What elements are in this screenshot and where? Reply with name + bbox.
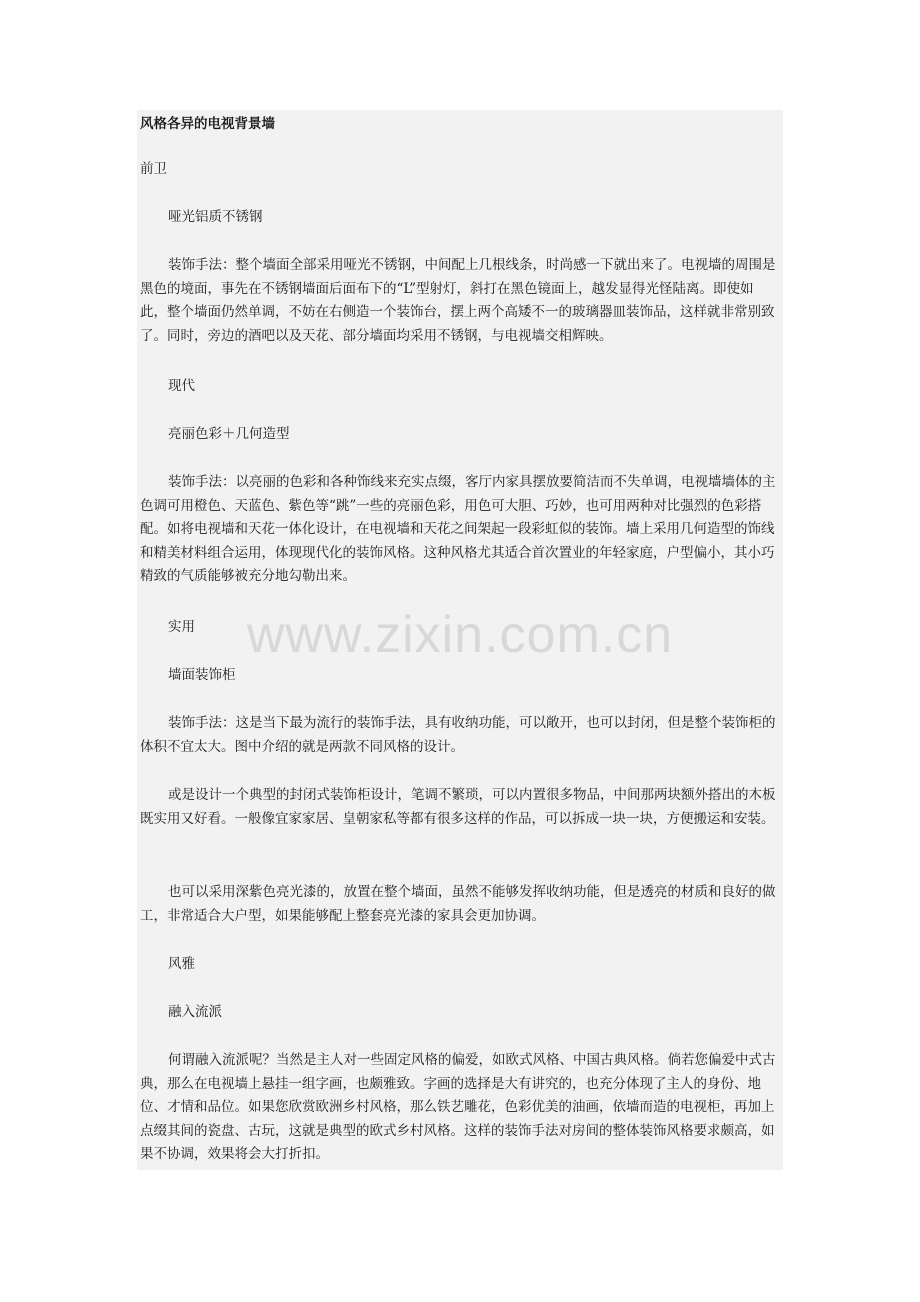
section-subheading-colors-geometry: 亮丽色彩＋几何造型 bbox=[168, 426, 290, 442]
paragraph: 也可以采用深紫色亮光漆的，放置在整个墙面，虽然不能够发挥收纳功能，但是透亮的材质和良好的做工，非常适合大户型，如果能够配上整套亮光漆的家具会更加协调。 bbox=[140, 884, 776, 924]
watermark: www.zixin.com.cn bbox=[246, 606, 674, 664]
paragraph: 装饰手法：以亮丽的色彩和各种饰线来充实点缀，客厅内家具摆放要简洁而不失单调，电视墙墙体的主色调可用橙色、天蓝色、紫色等“跳”一些的亮丽色彩，用色可大胆、巧妙，也可用两种对比强烈的色彩搭配。如将电视墙和天花一体化设计，在电视墙和天花之间架起一段彩虹似的装饰。墙上采用几何造型的饰线和精美材料组合运用，体现现代化的装饰风格。这种风格尤其适合首次置业的年轻家庭，户型偏小，其小巧精致的气质能够被充分地勾勒出来。 bbox=[140, 474, 776, 584]
section-heading-modern: 现代 bbox=[168, 378, 195, 394]
article-title: 风格各异的电视背景墙 bbox=[140, 116, 275, 132]
paragraph: 或是设计一个典型的封闭式装饰柜设计，笔调不繁琐，可以内置很多物品，中间那两块额外搭出的木板既实用又好看。一般像宜家家居、皇朝家私等都有很多这样的作品，可以拆成一块一块，方便搬运和安装。 bbox=[140, 787, 776, 827]
section-heading-practical: 实用 bbox=[168, 619, 195, 635]
section-subheading-school-style: 融入流派 bbox=[168, 1004, 222, 1020]
section-heading-elegant: 风雅 bbox=[168, 956, 195, 972]
paragraph: 何谓融入流派呢？当然是主人对一些固定风格的偏爱，如欧式风格、中国古典风格。倘若您偏爱中式古典，那么在电视墙上悬挂一组字画，也颇雅致。字画的选择是大有讲究的，也充分体现了主人的身份、地位、才情和品位。如果您欣赏欧洲乡村风格，那么铁艺雕花，色彩优美的油画，依墙而造的电视柜，再加上点缀其间的瓷盘、古玩，这就是典型的欧式乡村风格。这样的装饰手法对房间的整体装饰风格要求颇高，如果不协调，效果将会大打折扣。 bbox=[140, 1052, 776, 1162]
section-subheading-matte-steel: 哑光铝质不锈钢 bbox=[168, 209, 263, 225]
section-heading-avant-garde: 前卫 bbox=[140, 161, 167, 177]
paragraph: 装饰手法：整个墙面全部采用哑光不锈钢，中间配上几根线条，时尚感一下就出来了。电视墙的周围是黑色的境面，事先在不锈钢墙面后面布下的“L”型射灯，斜打在黑色镜面上，越发显得光怪陆离。即使如此，整个墙面仍然单调，不妨在右侧造一个装饰台，摆上两个高矮不一的玻璃器皿装饰品，这样就非常别致了。同时，旁边的酒吧以及天花、部分墙面均采用不锈钢，与电视墙交相辉映。 bbox=[140, 257, 776, 344]
section-subheading-wall-cabinet: 墙面装饰柜 bbox=[168, 667, 236, 683]
paragraph: 装饰手法：这是当下最为流行的装饰手法，具有收纳功能，可以敞开，也可以封闭，但是整个装饰柜的体积不宜太大。图中介绍的就是两款不同风格的设计。 bbox=[140, 715, 776, 755]
